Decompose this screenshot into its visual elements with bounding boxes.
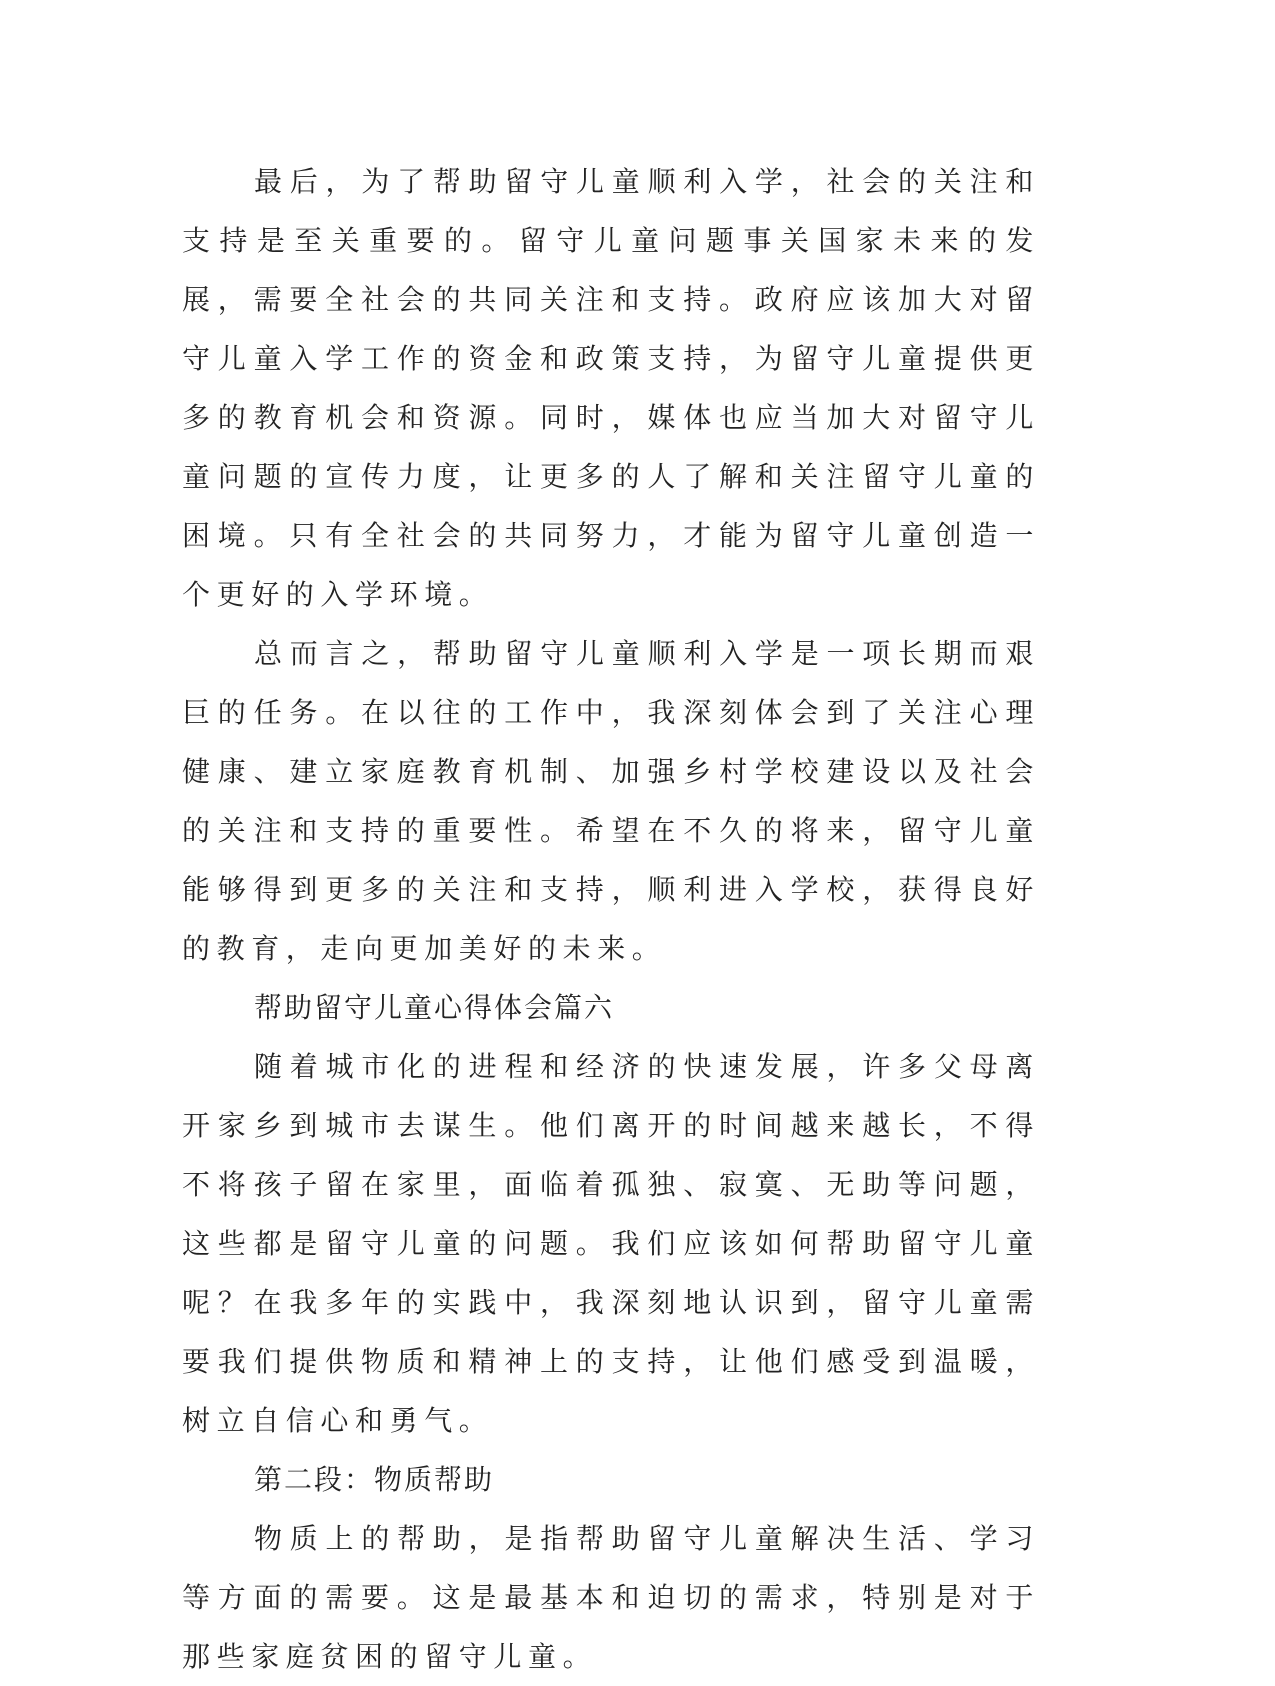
paragraph-social-support: 最后，为了帮助留守儿童顺利入学，社会的关注和支持是至关重要的。留守儿童问题事关国家未来的发展，需要全社会的共同关注和支持。政府应该加大对留守儿童入学工作的资金和政策支持，为留守儿童提供更多的教育机会和资源。同时，媒体也应当加大对留守儿童问题的宣传力度，让更多的人了解和关注留守儿童的困境。只有全社会的共同努力，才能为留守儿童创造一个更好的入学环境。 [182,165,1040,611]
paragraph-introduction: 随着城市化的进程和经济的快速发展，许多父母离开家乡到城市去谋生。他们离开的时间越来越长，不得不将孩子留在家里，面临着孤独、寂寞、无助等问题，这些都是留守儿童的问题。我们应该如何帮助留守儿童呢？在我多年的实践中，我深刻地认识到，留守儿童需要我们提供物质和精神上的支持，让他们感受到温暖，树立自信心和勇气。 [182,1050,1040,1437]
section-heading-material-help: 第二段：物质帮助 [254,1463,495,1496]
paragraph-material-help: 物质上的帮助，是指帮助留守儿童解决生活、学习等方面的需要。这是最基本和迫切的需求，特别是对于那些家庭贫困的留守儿童。 [182,1522,1040,1673]
section-heading-part-six: 帮助留守儿童心得体会篇六 [254,991,615,1024]
paragraph-conclusion: 总而言之，帮助留守儿童顺利入学是一项长期而艰巨的任务。在以往的工作中，我深刻体会到了关注心理健康、建立家庭教育机制、加强乡村学校建设以及社会的关注和支持的重要性。希望在不久的将来，留守儿童能够得到更多的关注和支持，顺利进入学校，获得良好的教育，走向更加美好的未来。 [182,637,1040,965]
document-body [182,152,1040,1686]
